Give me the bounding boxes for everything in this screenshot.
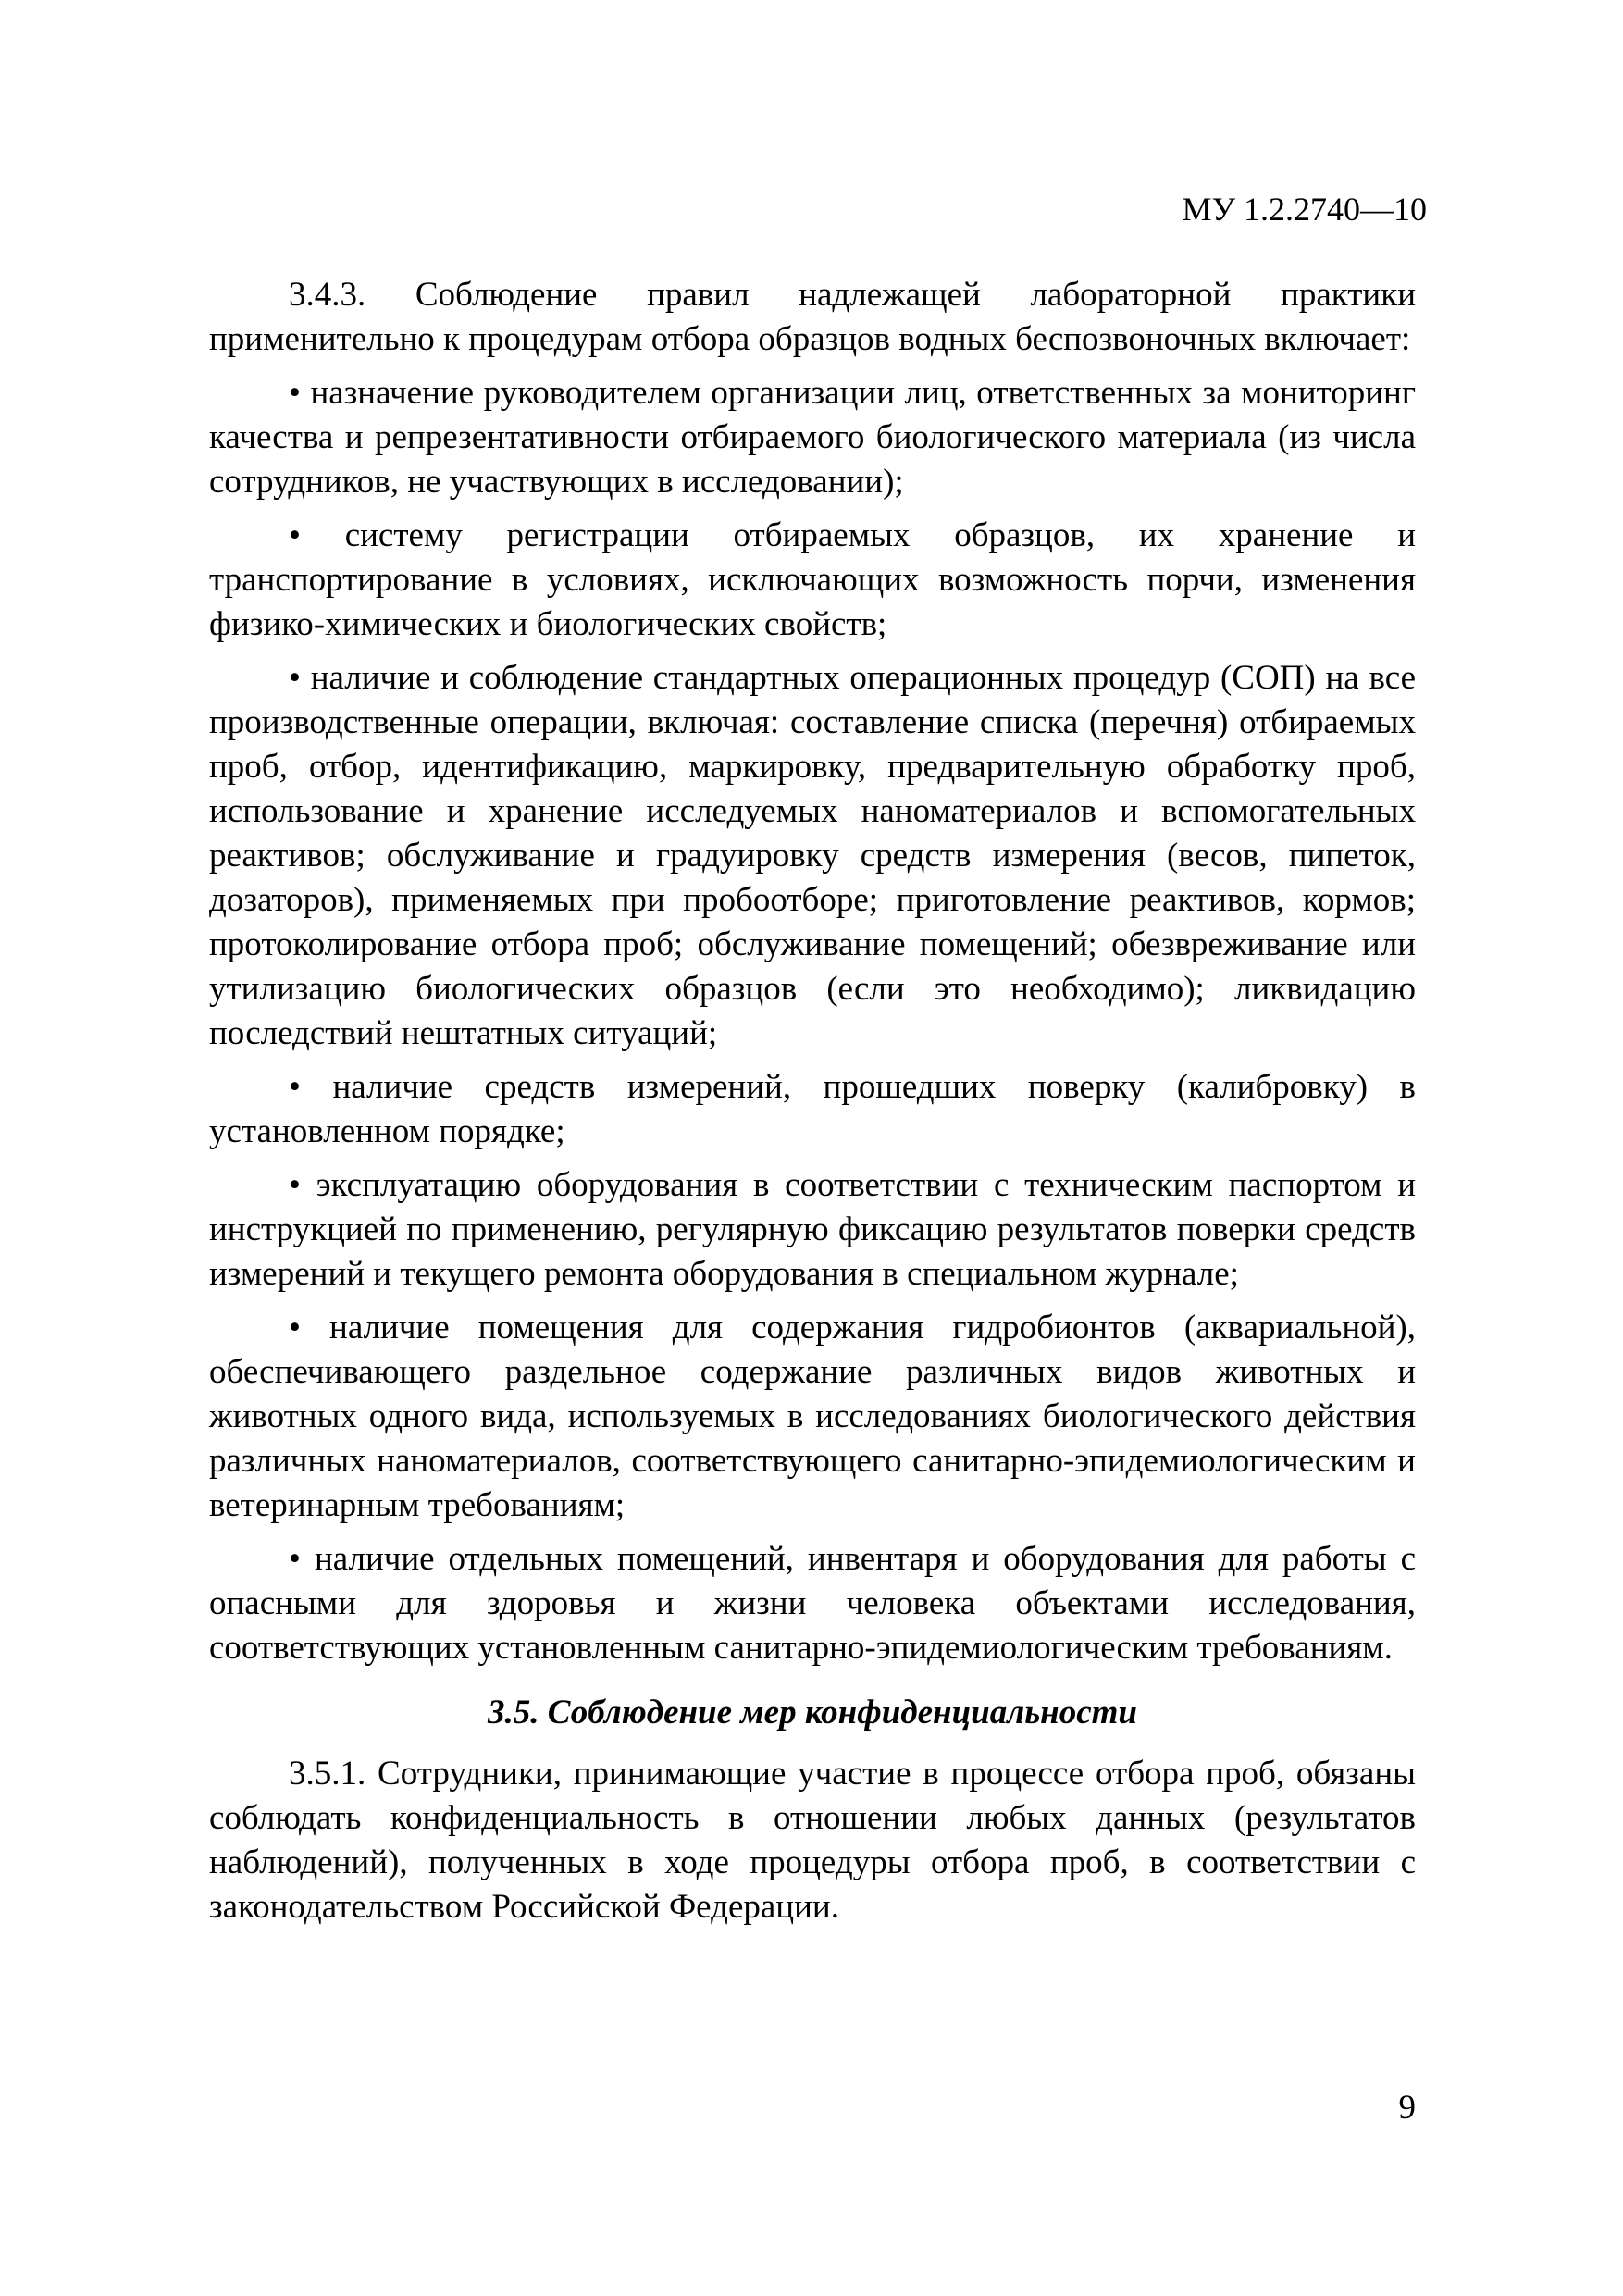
bullet-text: наличие и соблюдение стандартных операционных процедур (СОП) на все производственные операции, включая: составление списка (перечня) отбираемых проб, отбор, идентификацию, маркировку, предварительную обработку проб, использование и хранение исследуемых наноматериалов и вспомогательных реактивов; обслуживание и градуировку средств измерения (весов, пипеток, дозаторов), применяемых при пробоотборе; приготовление реактивов, кормов; протоколирование отбора проб; обслуживание помещений; обезвреживание или утилизацию биологических образцов (если это необходимо); ликвидацию последствий нештатных ситуаций;: [209, 659, 1417, 1052]
bullet-text: наличие средств измерений, прошедших поверку (калибровку) в установленном порядке;: [209, 1068, 1416, 1150]
bullet-item-3: [209, 656, 1416, 1056]
bullet-text: назначение руководителем организации лиц, ответственных за мониторинг качества и репрезентативности отбираемого биологического материала (из числа сотрудников, не участвующих в исследовании);: [209, 374, 1417, 501]
bullet-icon: •: [289, 374, 301, 412]
bullet-item-4: [209, 1065, 1416, 1154]
bullet-text: наличие помещения для содержания гидробионтов (аквариальной), обеспечивающего раздельное содержание различных видов животных и животных одного вида, используемых в исследованиях биологического действия различных наноматериалов, соответствующего санитарно-эпидемиологическим и ветеринарным требованиям;: [209, 1309, 1416, 1524]
bullet-item-1: [209, 371, 1416, 504]
bullet-icon: •: [289, 1309, 301, 1347]
section-paragraph: 3.5.1. Сотрудники, принимающие участие в процессе отбора проб, обязаны соблюдать конфиденциальность в отношении любых данных (результатов наблюдений), полученных в ходе процедуры отбора проб, в соответствии с законодательством Российской Федерации.: [209, 1755, 1416, 1926]
bullet-icon: •: [289, 1068, 301, 1106]
bullet-icon: •: [289, 1540, 301, 1578]
bullet-item-7: [209, 1537, 1416, 1670]
bullet-item-5: [209, 1163, 1416, 1297]
bullet-text: эксплуатацию оборудования в соответствии с техническим паспортом и инструкцией по применению, регулярную фиксацию результатов поверки средств измерений и текущего ремонта оборудования в специальном журнале;: [209, 1166, 1417, 1293]
bullet-icon: •: [289, 516, 301, 554]
page-number: 9: [1398, 2089, 1416, 2127]
bullet-text: наличие отдельных помещений, инвентаря и оборудования для работы с опасными для здоровья и жизни человека объектами исследования, соответствующих установленным санитарно-эпидемиологическим требованиям.: [209, 1540, 1417, 1667]
bullet-text: систему регистрации отбираемых образцов, их хранение и транспортирование в условиях, исключающих возможность порчи, изменения физико-химических и биологических свойств;: [209, 516, 1416, 643]
bullet-icon: •: [289, 659, 301, 697]
document-body: [209, 273, 1416, 1930]
bullet-item-2: [209, 514, 1416, 647]
section-heading: 3.5. Соблюдение мер конфиденциальности: [488, 1694, 1137, 1731]
intro-paragraph: 3.4.3. Соблюдение правил надлежащей лабораторной практики применительно к процедурам отбора образцов водных беспозвоночных включает:: [209, 276, 1416, 358]
document-code-header: МУ 1.2.2740—10: [1182, 191, 1427, 228]
bullet-item-6: [209, 1306, 1416, 1528]
bullet-icon: •: [289, 1166, 301, 1204]
